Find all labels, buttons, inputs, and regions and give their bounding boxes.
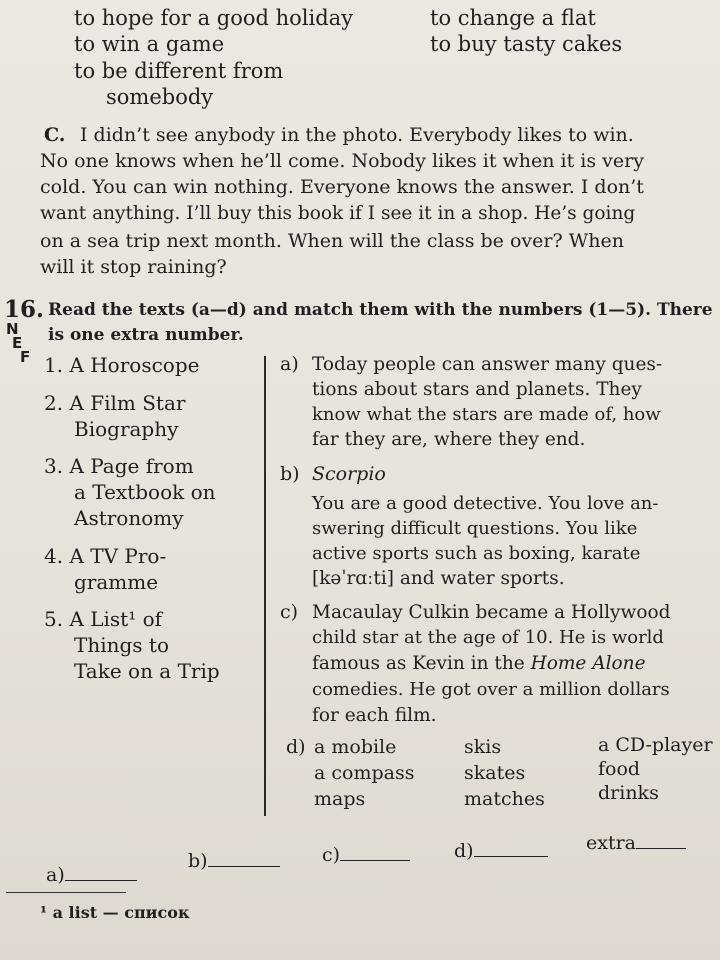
text-d-col2-item-3: matches xyxy=(464,788,545,810)
footnote-rule xyxy=(6,892,126,893)
answer-d-blank[interactable] xyxy=(474,838,548,857)
answer-c xyxy=(322,842,410,866)
text-d-col3-item-3: drinks xyxy=(598,782,659,804)
margin-note-n: N xyxy=(6,320,19,338)
text-b-label: b) xyxy=(280,463,300,485)
answer-b xyxy=(188,848,280,872)
text-a-line-2: tions about stars and planets. They xyxy=(312,379,642,400)
section-c-line-2: No one knows when he’ll come. Nobody likes it when it is very xyxy=(40,150,644,172)
text-b-title: Scorpio xyxy=(312,463,386,485)
task-instruction-line-1: Read the texts (a—d) and match them with the numbers (1—5). There xyxy=(48,300,713,320)
text-a-label: a) xyxy=(280,353,299,375)
list-item-4-line-2: gramme xyxy=(74,570,159,594)
text-a-line-3: know what the stars are made of, how xyxy=(312,404,661,425)
text-b-line-3: active sports such as boxing, karate xyxy=(312,543,641,564)
section-c-line-6: will it stop raining? xyxy=(40,256,227,278)
phrase-left-4: somebody xyxy=(106,85,214,109)
list-item-3-line-2: a Textbook on xyxy=(74,480,216,504)
list-item-1: 1. A Horoscope xyxy=(44,353,200,377)
list-item-2-line-1: 2. A Film Star xyxy=(44,391,186,415)
section-c-line-1: I didn’t see anybody in the photo. Everybody likes to win. xyxy=(80,124,634,146)
section-c-line-4: want anything. I’ll buy this book if I see it in a shop. He’s going xyxy=(40,203,636,224)
margin-note-f: F xyxy=(20,348,31,366)
section-c-line-3: cold. You can win nothing. Everyone knows the answer. I don’t xyxy=(40,176,644,198)
phrase-right-2: to buy tasty cakes xyxy=(430,32,623,56)
list-item-5-line-1: 5. A List¹ of xyxy=(44,607,163,631)
list-item-5-line-3: Take on a Trip xyxy=(74,659,220,683)
list-item-3-line-1: 3. A Page from xyxy=(44,454,194,478)
list-item-2-line-2: Biography xyxy=(74,417,179,441)
answer-a-label: a) xyxy=(46,864,65,886)
answer-extra xyxy=(586,830,686,854)
answer-b-blank[interactable] xyxy=(208,848,280,867)
text-c-line-2: child star at the age of 10. He is world xyxy=(312,627,664,648)
text-c-line-3-main: famous as Kevin in the xyxy=(312,653,525,674)
text-c-line-3 xyxy=(312,651,646,676)
phrase-left-1: to hope for a good holiday xyxy=(74,6,354,30)
list-item-4-line-1: 4. A TV Pro- xyxy=(44,544,167,568)
text-c-label: c) xyxy=(280,601,299,623)
text-d-label: d) xyxy=(286,736,306,758)
phrase-left-3: to be different from xyxy=(74,59,284,83)
text-d-col3-item-2: food xyxy=(598,758,641,780)
text-b-line-1: You are a good detective. You love an- xyxy=(312,493,659,514)
column-divider xyxy=(264,356,266,816)
section-c-label: C. xyxy=(44,124,66,146)
text-c-line-5: for each film. xyxy=(312,705,437,726)
text-d-col3-item-1: a CD-player xyxy=(598,734,713,756)
task-instruction-line-2: is one extra number. xyxy=(48,325,244,345)
task-number: 16. xyxy=(4,296,45,323)
text-a-line-1: Today people can answer many ques- xyxy=(312,354,663,375)
text-d-col1-item-1: a mobile xyxy=(314,736,397,758)
phrase-right-1: to change a flat xyxy=(430,6,596,30)
phrase-left-2: to win a game xyxy=(74,32,225,56)
answer-a xyxy=(46,862,137,886)
answer-extra-blank[interactable] xyxy=(636,830,686,849)
answer-b-label: b) xyxy=(188,850,208,872)
list-item-3-line-3: Astronomy xyxy=(74,506,184,530)
text-d-col1-item-2: a compass xyxy=(314,762,415,784)
text-c-line-1: Macaulay Culkin became a Hollywood xyxy=(312,602,671,623)
footnote-mark: ¹ xyxy=(40,903,48,922)
text-a-line-4: far they are, where they end. xyxy=(312,429,586,450)
margin-note-e: E xyxy=(12,334,23,352)
list-item-5-line-2: Things to xyxy=(74,633,169,657)
text-d-col2-item-2: skates xyxy=(464,762,526,784)
footnote xyxy=(40,903,190,922)
section-c-line-5: on a sea trip next month. When will the class be over? When xyxy=(40,230,624,252)
answer-a-blank[interactable] xyxy=(65,862,137,881)
text-c-film-title: Home Alone xyxy=(530,653,646,674)
text-c-line-4: comedies. He got over a million dollars xyxy=(312,679,670,700)
answer-extra-label: extra xyxy=(586,832,637,854)
answer-c-label: c) xyxy=(322,844,341,866)
text-d-col1-item-3: maps xyxy=(314,788,366,810)
text-b-line-4: [kəˈrɑːti] and water sports. xyxy=(312,568,565,589)
answer-d xyxy=(454,838,548,862)
text-d-col2-item-1: skis xyxy=(464,736,502,758)
answer-c-blank[interactable] xyxy=(340,842,410,861)
text-b-line-2: swering difficult questions. You like xyxy=(312,518,638,539)
footnote-text: a list — список xyxy=(52,903,190,922)
answer-d-label: d) xyxy=(454,840,474,862)
